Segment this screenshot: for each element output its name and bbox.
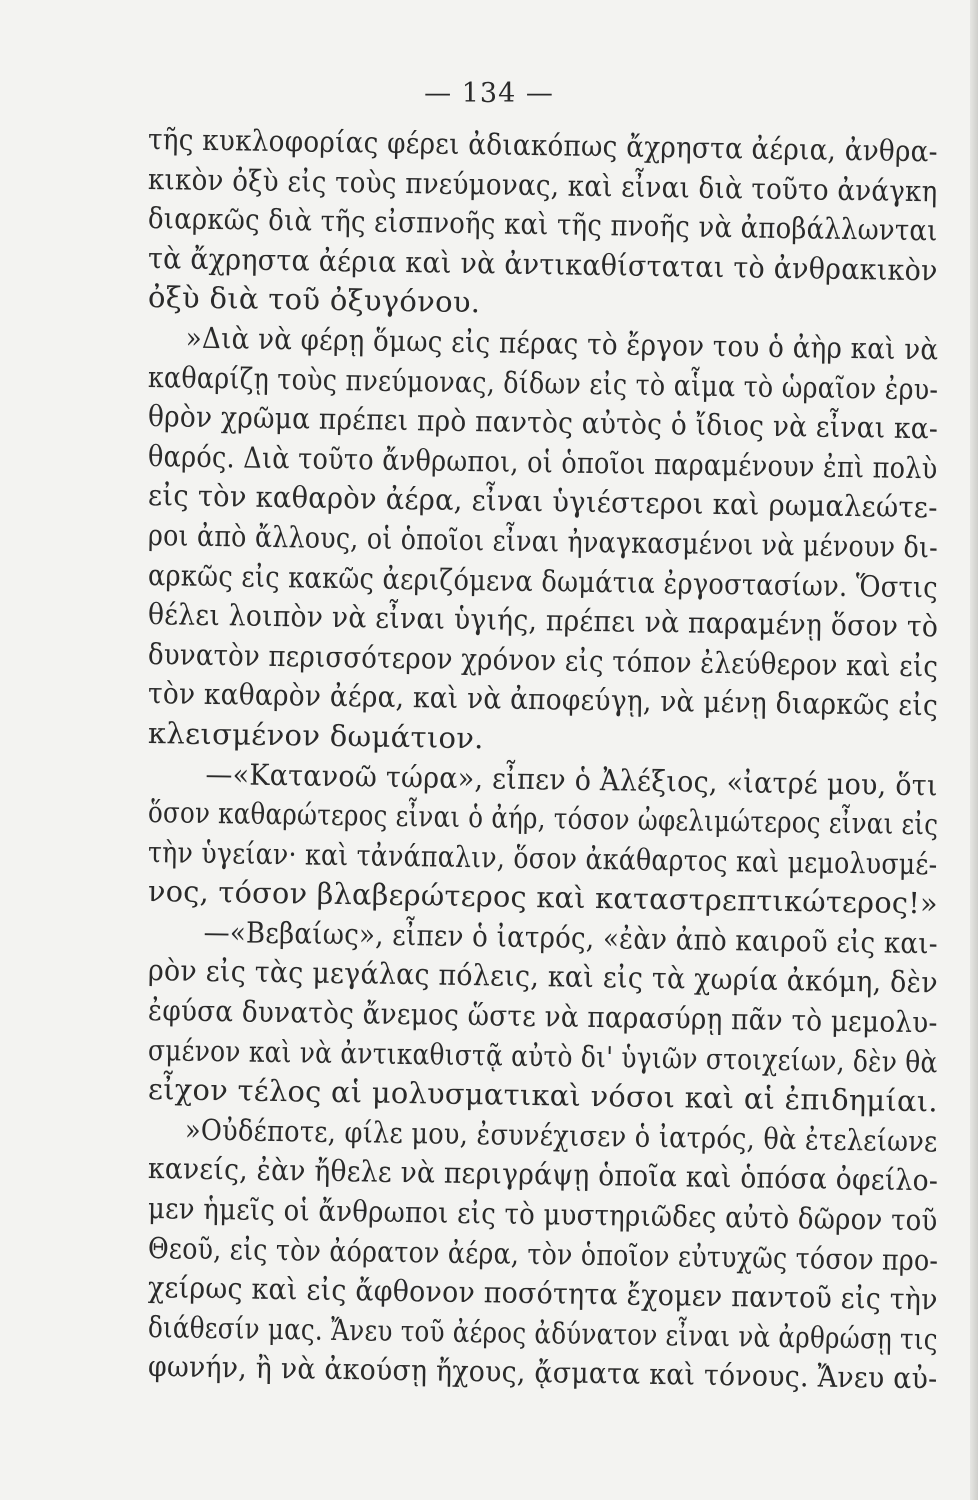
text-line: ἐφύσα δυνατὸς ἄνεμος ὥστε νὰ παρασύρῃ πᾶν τὸ μεμολυ- bbox=[147, 993, 938, 1040]
text-line: δυνατὸν περισσότερον χρόνον εἰς τόπον ἐλεύθερον καὶ εἰς bbox=[147, 636, 939, 684]
text-line: ὀξὺ διὰ τοῦ ὀξυγόνου. bbox=[147, 280, 481, 320]
text-line: φωνήν, ἢ νὰ ἀκούσῃ ἤχους, ᾄσματα καὶ τόνους. Ἄνευ αὐ- bbox=[147, 1349, 938, 1396]
text-line: —«Βεβαίως», εἶπεν ὁ ἰατρός, «ἐὰν ἀπὸ καιροῦ εἰς και- bbox=[203, 914, 939, 961]
text-line: θέλει λοιπὸν νὰ εἶναι ὑγιής, πρέπει νὰ παραμένῃ ὅσον τὸ bbox=[147, 597, 939, 644]
text-line: κλεισμένον δωμάτιον. bbox=[147, 715, 485, 756]
text-line: εἰς τὸν καθαρὸν ἀέρα, εἶναι ὑγιέστεροι καὶ ρωμαλεώτε- bbox=[147, 478, 938, 525]
text-line: καθαρίζῃ τοὺς πνεύμονας, δίδων εἰς τὸ αἷμα τὸ ὡραῖον ἐρυ- bbox=[147, 359, 939, 406]
text-line: τὸν καθαρὸν ἀέρα, καὶ νὰ ἀποφεύγῃ, νὰ μένῃ διαρκῶς εἰς bbox=[147, 676, 939, 723]
text-line: θαρός. Διὰ τοῦτο ἄνθρωποι, οἱ ὁποῖοι παραμένουν ἐπὶ πολὺ bbox=[147, 438, 938, 486]
text-line: χείρως καὶ εἰς ἄφθονον ποσότητα ἔχομεν παντοῦ εἰς τὴν bbox=[147, 1270, 938, 1317]
text-line: »Διὰ νὰ φέρῃ ὅμως εἰς πέρας τὸ ἔργον του ὁ ἀὴρ καὶ νὰ bbox=[185, 320, 939, 367]
text-line: ὅσον καθαρώτερος εἶναι ὁ ἀήρ, τόσον ὠφελιμώτερος εἶναι εἰς bbox=[147, 795, 939, 842]
text-line: εἶχον τέλος αἱ μολυσματικαὶ νόσοι καὶ αἱ ἐπιδημίαι. bbox=[147, 1072, 939, 1119]
text-line: τὰ ἄχρηστα ἀέρια καὶ νὰ ἀντικαθίσταται τὸ ἀνθρακικὸν bbox=[147, 240, 938, 288]
text-line: »Οὐδέποτε, φίλε μου, ἐσυνέχισεν ὁ ἰατρός, θὰ ἐτελείωνε bbox=[184, 1112, 938, 1159]
text-line: Θεοῦ, εἰς τὸν ἀόρατον ἀέρα, τὸν ὁποῖον εὐτυχῶς τόσον προ- bbox=[147, 1230, 939, 1278]
text-line: κανείς, ἐὰν ἤθελε νὰ περιγράψῃ ὁποῖα καὶ ὁπόσα ὀφείλο- bbox=[147, 1151, 939, 1198]
text-line: ροι ἀπὸ ἄλλους, οἱ ὁποῖοι εἶναι ἠναγκασμένοι νὰ μένουν δι- bbox=[147, 517, 939, 565]
body-text bbox=[147, 120, 939, 1396]
text-line: διάθεσίν μας. Ἄνευ τοῦ ἀέρος ἀδύνατον εἶναι νὰ ἀρθρώσῃ τις bbox=[147, 1309, 939, 1357]
text-line: ρὸν εἰς τὰς μεγάλας πόλεις, καὶ εἰς τὰ χωρία ἀκόμη, δὲν bbox=[147, 953, 939, 1000]
text-line: μεν ἡμεῖς οἱ ἄνθρωποι εἰς τὸ μυστηριῶδες αὐτὸ δῶρον τοῦ bbox=[147, 1191, 938, 1238]
text-line: διαρκῶς διὰ τῆς εἰσπνοῆς καὶ τῆς πνοῆς νὰ ἀποβάλλωνται bbox=[147, 201, 938, 248]
text-line: κικὸν ὀξὺ εἰς τοὺς πνεύμονας, καὶ εἶναι διὰ τοῦτο ἀνάγκη bbox=[147, 161, 938, 208]
text-line: σμένον καὶ νὰ ἀντικαθιστᾷ αὐτὸ δι' ὑγιῶν στοιχείων, δὲν θὰ bbox=[147, 1032, 938, 1080]
text-line: τὴν ὑγείαν· καὶ τἀνάπαλιν, ὅσον ἀκάθαρτος καὶ μεμολυσμέ- bbox=[147, 834, 938, 882]
text-line: —«Κατανοῶ τώρα», εἶπεν ὁ Ἀλέξιος, «ἰατρέ μου, ὅτι bbox=[205, 756, 939, 802]
text-line: αρκῶς εἰς κακῶς ἀεριζόμενα δωμάτια ἐργοστασίων. Ὅστις bbox=[147, 557, 939, 604]
page-spine-shadow bbox=[970, 0, 978, 1500]
text-line: θρὸν χρῶμα πρέπει πρὸ παντὸς αὐτὸς ὁ ἴδιος νὰ εἶναι κα- bbox=[147, 399, 939, 446]
page-number: — 134 — bbox=[424, 78, 554, 109]
text-line: νος, τόσον βλαβερώτερος καὶ καταστρεπτικώτερος!» bbox=[147, 874, 939, 921]
text-line: τῆς κυκλοφορίας φέρει ἀδιακόπως ἄχρηστα ἀέρια, ἀνθρα- bbox=[147, 122, 939, 169]
